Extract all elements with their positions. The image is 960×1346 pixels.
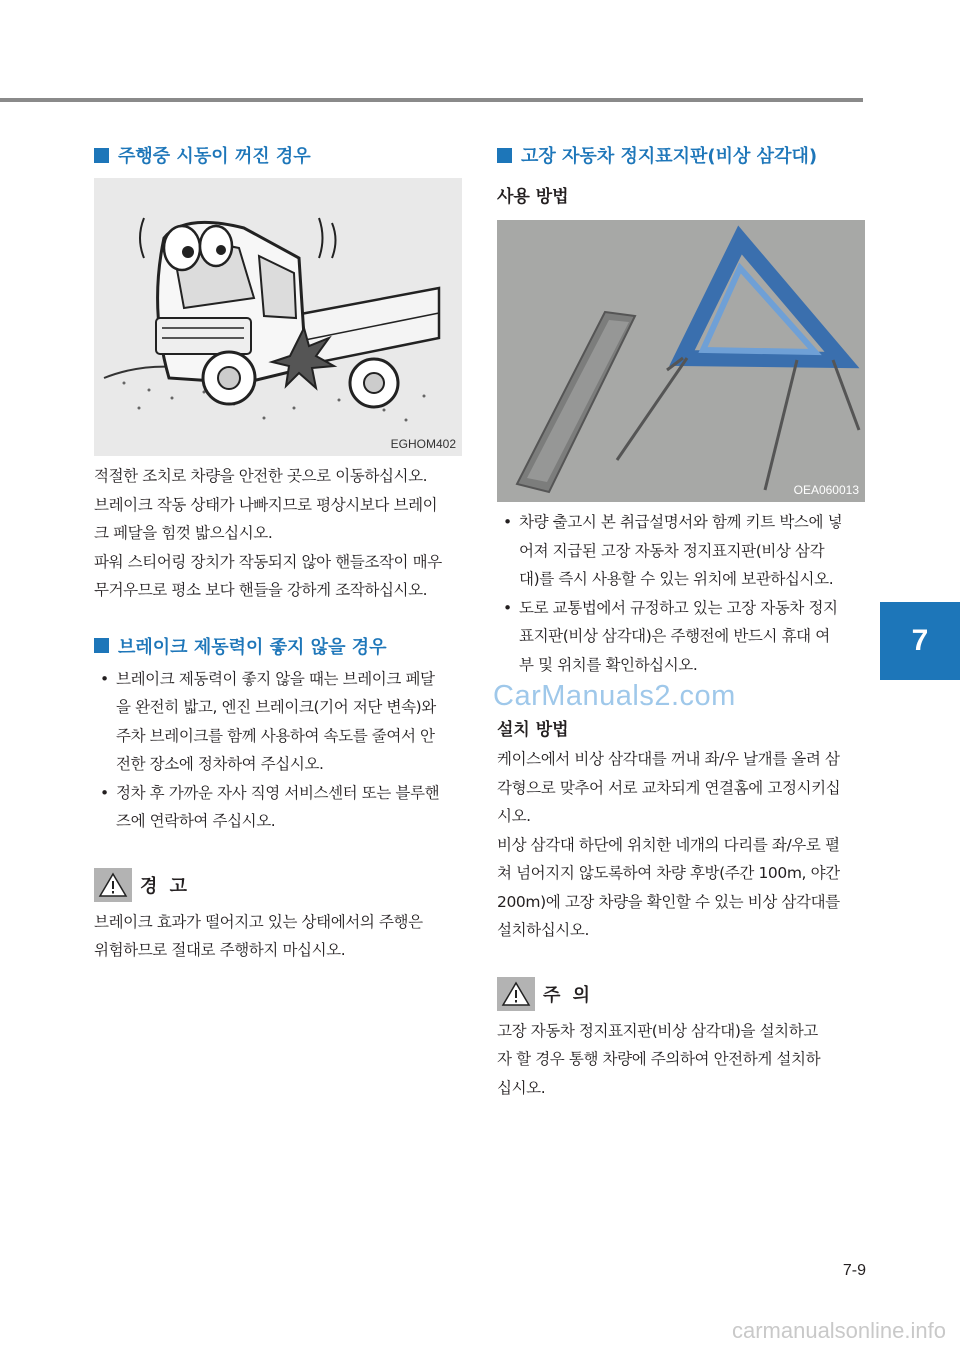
install-subheading: 설치 방법: [497, 719, 569, 740]
list-item: • 차량 출고시 본 취급설명서와 함께 키트 박스에 넣 어져 지급된 고장 자동차 정지표지판(비상 삼각 대)를 즉시 사용할 수 있는 위치에 보관하십시오.: [497, 508, 865, 594]
left-column: [94, 140, 462, 965]
square-bullet-icon: [94, 148, 109, 163]
caution-text: 고장 자동차 정지표지판(비상 삼각대)을 설치하고 자 할 경우 통행 차량에 주의하여 안전하게 설치하 십시오.: [497, 1021, 821, 1097]
top-rule: [0, 98, 863, 102]
install-text: 케이스에서 비상 삼각대를 꺼내 좌/우 날개를 올려 삼 각형으로 맞추어 서로 교차되게 연결홈에 고정시키십 시오. 비상 삼각대 하단에 위치한 네개의 다리를 좌/우로 펼 쳐 넘어지지 않도록하여 차량 후방(주간 100m, 야간 200m)에 고장 차량을 확인할 수 있는 비상 삼각대를 설치하십시오.: [497, 750, 841, 939]
warning-triangle-icon: [94, 868, 132, 902]
warning-text: 브레이크 효과가 떨어지고 있는 상태에서의 주행은 위험하므로 절대로 주행하지 마십시오.: [94, 912, 423, 959]
list-item: • 브레이크 제동력이 좋지 않을 때는 브레이크 페달 을 완전히 밟고, 엔진 브레이크(기어 저단 변속)와 주차 브레이크를 함께 사용하여 속도를 줄여서 안 전한 장소에 정차하여 주십시오.: [94, 665, 462, 779]
page-number: 7-9: [842, 1262, 866, 1279]
section-heading-engine-stall: 주행중 시동이 꺼진 경우: [94, 140, 462, 170]
list-item: • 도로 교통법에서 규정하고 있는 고장 자동차 정지 표지판(비상 삼각대)은 주행전에 반드시 휴대 여 부 및 위치를 확인하십시오.: [497, 594, 865, 680]
section-heading-triangle: 고장 자동차 정지표지판(비상 삼각대): [497, 140, 865, 170]
warning-triangle-photo-icon: [497, 220, 865, 502]
caution-callout-header: [497, 975, 865, 1013]
warning-title: 경 고: [140, 875, 191, 897]
warning-callout-header: [94, 866, 462, 904]
figure-code: OEA060013: [793, 483, 859, 497]
engine-stall-text: 적절한 조치로 차량을 안전한 곳으로 이동하십시오. 브레이크 작동 상태가 나빠지므로 평상시보다 브레이 크 페달을 힘껏 밟으십시오. 파워 스티어링 장치가 작동되지 않아 핸들조작이 매우 무거우므로 평소 보다 핸들을 강하게 조작하십시오.: [94, 467, 442, 599]
list-item: • 정차 후 가까운 자사 직영 서비스센터 또는 블루핸 즈에 연락하여 주십시오.: [94, 779, 462, 836]
stalled-truck-icon: [94, 178, 462, 456]
caution-triangle-icon: [497, 977, 535, 1011]
square-bullet-icon: [497, 148, 512, 163]
triangle-photo: [497, 220, 865, 502]
caution-title: 주 의: [543, 984, 594, 1006]
figure-code: EGHOM402: [390, 437, 456, 451]
brake-bullet-list: [94, 665, 462, 836]
square-bullet-icon: [94, 638, 109, 653]
usage-subheading: 사용 방법: [497, 186, 569, 207]
footer-watermark: carmanualsonline.info: [731, 1318, 946, 1343]
truck-illustration: [94, 178, 462, 456]
right-column: [497, 140, 865, 1102]
chapter-tab[interactable]: 7: [880, 602, 960, 680]
section-heading-brake-weak: 브레이크 제동력이 좋지 않을 경우: [94, 631, 462, 661]
triangle-bullet-list: [497, 508, 865, 679]
watermark: CarManuals2.com: [493, 680, 736, 712]
